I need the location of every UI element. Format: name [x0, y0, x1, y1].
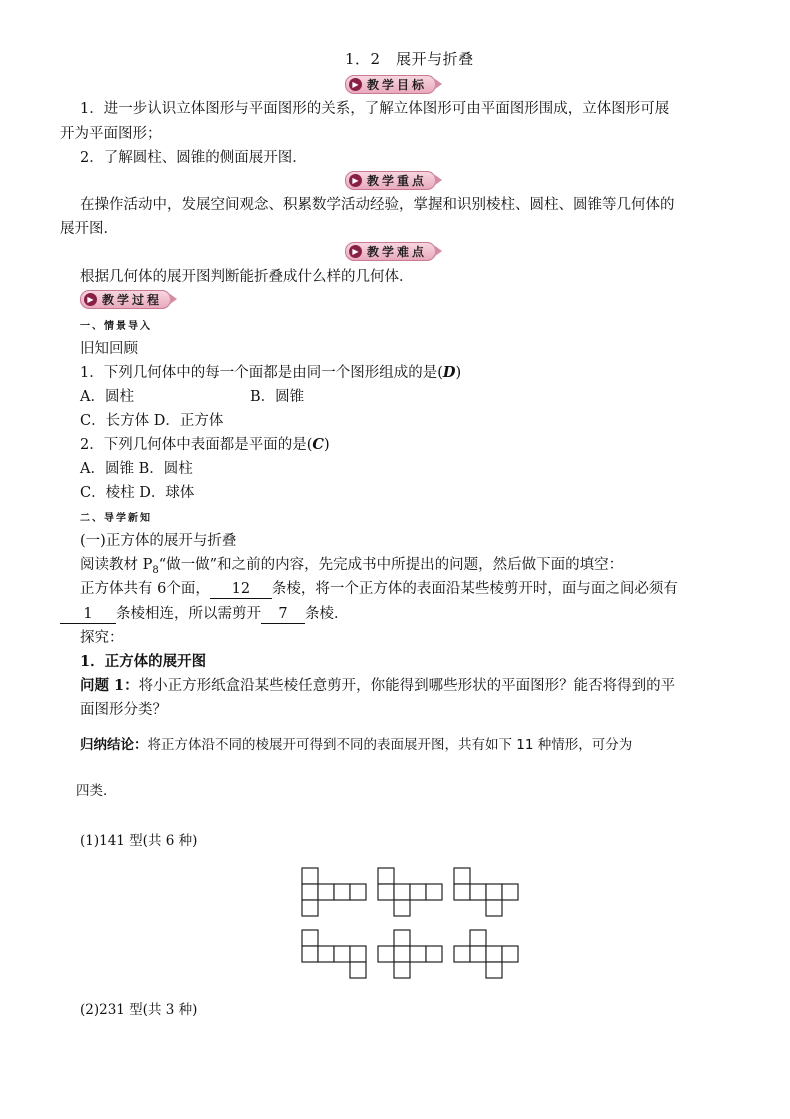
- badge-tail-icon: [435, 79, 442, 89]
- question-2-options-ab: A．圆锥 B．圆柱: [80, 461, 193, 477]
- conclusion-line-2: 四类．: [76, 783, 117, 799]
- question-1: 1．下列几何体中的每一个面都是由同一个图形组成的是(D): [80, 364, 462, 381]
- question-1-options-cd: C．长方体 D．正方体: [80, 413, 224, 429]
- cube-net-6: [454, 930, 518, 978]
- blank-edges: 12: [210, 580, 272, 599]
- question-2: 2．下列几何体中表面都是平面的是(C): [80, 436, 330, 453]
- blank-cut-edges: 7: [261, 605, 305, 624]
- objective-item-1a: 1．进一步认识立体图形与平面图形的关系，了解立体图形可由平面图形围成，立体图形可展: [80, 101, 670, 117]
- blank-connected-edges: 1: [60, 605, 116, 624]
- problem-1-line-2: 面图形分类？: [80, 702, 167, 718]
- arrow-right-icon: ▶: [349, 174, 362, 187]
- cube-net-4: [302, 930, 366, 978]
- badge-objectives: ▶ 教学目标: [345, 75, 436, 94]
- section-2-heading: 二、导学新知: [80, 513, 152, 524]
- badge-tail-icon: [170, 294, 177, 304]
- arrow-right-icon: ▶: [349, 245, 362, 258]
- explore-heading: 探究：: [80, 630, 124, 646]
- objective-item-1b: 开为平面图形；: [60, 126, 162, 142]
- reading-instruction: 阅读教材 $P_8“$做一做”和之前的内容，先完成书中所提出的问题，然后做下面的填空：: [80, 557, 624, 576]
- badge-key-points: ▶ 教学重点: [345, 171, 436, 190]
- page-title: 1．2 展开与折叠: [345, 50, 474, 68]
- badge-tail-icon: [435, 175, 442, 185]
- conclusion-line-1: 归纳结论：将正方体沿不同的棱展开可得到不同的表面展开图，共有如下 11 种情形，可分为: [80, 737, 633, 753]
- fill-in-line-1: 正方体共有 6个面， 12 条棱，将一个正方体的表面沿某些棱剪开时，面与面之间必须有: [80, 581, 678, 597]
- fill-in-line-2: 1 条棱相连，所以需剪开 7 条棱．: [60, 605, 349, 624]
- question-1-option-a: A．圆柱: [80, 389, 134, 405]
- problem-1-line-1: 问题 1：将小正方形纸盒沿某些棱任意剪开，你能得到哪些形状的平面图形？能否将得到的平: [80, 677, 676, 694]
- cube-net-1: [302, 868, 366, 916]
- type-231-label: (2)231 型(共 3 种): [80, 1002, 198, 1018]
- cube-net-2: [378, 868, 442, 916]
- badge-tail-icon: [435, 246, 442, 256]
- explore-item-1: 1．正方体的展开图: [80, 653, 207, 670]
- question-2-answer: C: [312, 436, 324, 453]
- section-1-heading: 一、情景导入: [80, 321, 152, 332]
- key-points-line-1: 在操作活动中，发展空间观念、积累数学活动经验，掌握和识别棱柱、圆柱、圆锥等几何体的: [80, 197, 675, 213]
- cube-nets-141: [300, 866, 530, 982]
- badge-difficulties: ▶ 教学难点: [345, 242, 436, 261]
- objective-item-2: 2．了解圆柱、圆锥的侧面展开图．: [80, 150, 307, 166]
- review-heading: 旧知回顾: [80, 341, 138, 357]
- question-1-answer: D: [442, 364, 456, 381]
- type-141-label: (1)141 型(共 6 种): [80, 833, 198, 849]
- question-1-option-b: B．圆锥: [250, 389, 305, 405]
- difficulties-line-1: 根据几何体的展开图判断能折叠成什么样的几何体．: [80, 269, 414, 285]
- badge-process: ▶ 教学过程: [80, 290, 171, 309]
- cube-net-3: [454, 868, 518, 916]
- question-2-options-cd: C．棱柱 D．球体: [80, 485, 195, 501]
- cube-net-5: [378, 930, 442, 978]
- arrow-right-icon: ▶: [84, 293, 97, 306]
- subsection-1-title: (一)正方体的展开与折叠: [80, 533, 237, 549]
- key-points-line-2: 展开图．: [60, 221, 118, 237]
- arrow-right-icon: ▶: [349, 78, 362, 91]
